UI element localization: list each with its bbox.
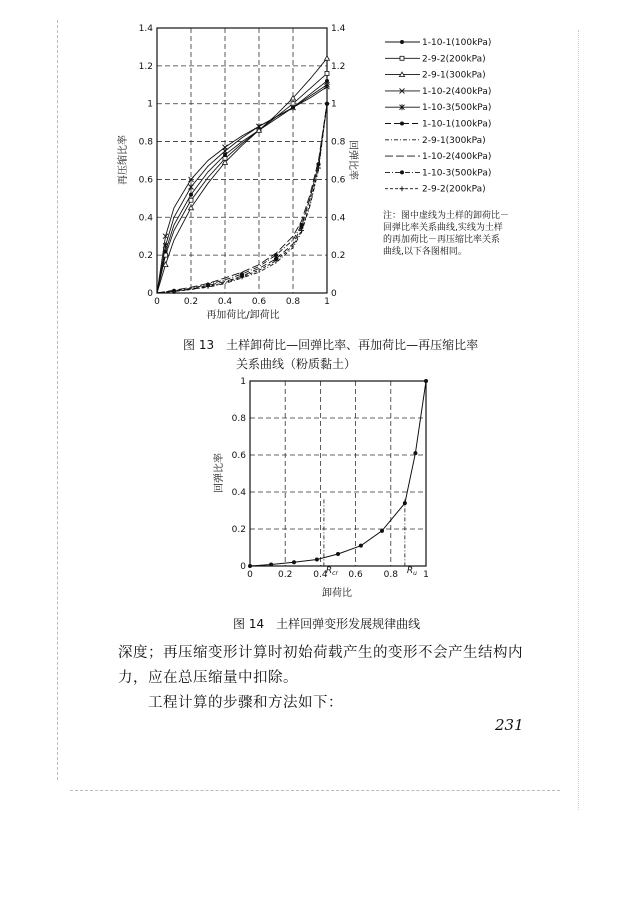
fig14-y-axis-label: 回弹比率 [214, 453, 225, 493]
fig13-legend-label: 2-9-2(200kPa) [422, 184, 486, 195]
fig13-note [383, 209, 509, 257]
fig13-series-line [157, 87, 327, 293]
fig13-data-point [325, 71, 329, 75]
fig13-data-point [325, 101, 330, 106]
fig13-legend-label: 2-9-2(200kPa) [422, 54, 486, 65]
fig13-series-6 [157, 104, 327, 293]
fig13-grid [157, 28, 327, 293]
fig13-series-4 [157, 84, 330, 293]
fig14-x-tick-label: 0.2 [278, 570, 293, 580]
fig13-series-line [157, 81, 327, 293]
fig13-data-point [257, 123, 262, 129]
fig14-y-tick-label: 0.8 [231, 414, 246, 424]
fig13-data-point [274, 253, 278, 257]
fig13-series [157, 56, 330, 294]
fig14-grid [250, 381, 426, 566]
fig14-data-point [359, 544, 363, 548]
fig14-data-point [336, 552, 340, 556]
fig13-x-tick-label: 0.4 [217, 297, 233, 307]
fig13-plot-frame [157, 28, 327, 293]
bottom-scan-line [70, 790, 560, 791]
fig13-legend-label: 1-10-1(100kPa) [422, 38, 492, 48]
fig14-y-tick-label: 0.6 [231, 451, 246, 461]
fig14-x-tick-label: 0 [247, 570, 253, 580]
fig13-series-5 [157, 102, 329, 293]
fig13-y-tick-label-left: 0.6 [138, 175, 153, 186]
fig13-y-tick-label-left: 0.2 [138, 251, 153, 262]
fig13-axes [157, 28, 327, 293]
fig13-x-tick-label: 0 [154, 297, 160, 307]
fig14-x-axis-label: 卸荷比 [322, 588, 352, 599]
fig14-caption: 图 14 土样回弹变形发展规律曲线 [233, 617, 421, 631]
fig14-y-tick-label: 0 [240, 562, 246, 572]
fig13-caption-line1: 图 13 土样卸荷比—回弹比率、再加荷比—再压缩比率 [183, 338, 479, 352]
fig13-x-axis-label: 再加荷比/卸荷比 [206, 310, 280, 321]
fig13-note-line: 的再加荷比－再压缩比率关系 [383, 235, 501, 245]
fig14-data-point [380, 529, 384, 533]
fig13-note-line: 注：图中虚线为土样的卸荷比－ [383, 211, 510, 221]
fig13-note-line: 回弹比率关系曲线,实线为土样 [383, 223, 503, 233]
fig13-series-0 [157, 79, 329, 293]
fig13-legend-label: 2-9-1(300kPa) [422, 70, 486, 81]
fig13-data-point [189, 193, 193, 197]
fig13-series-line [157, 104, 327, 293]
fig14-data-point [248, 564, 252, 568]
fig14-series [248, 379, 428, 568]
fig13-series-line [157, 58, 327, 293]
fig13-legend [385, 38, 491, 195]
fig13-left-axis-label: 再压缩比率 [118, 135, 129, 185]
fig13-y-tick-label-left: 0.4 [138, 213, 153, 224]
figure-14-chart [0, 370, 619, 610]
fig13-legend-marker [400, 170, 404, 174]
fig13-y-tick-label-right: 1.4 [331, 24, 346, 34]
fig13-series-line [157, 104, 327, 293]
body-paragraph-line: 力，应在总压缩量中扣除。 [118, 670, 298, 686]
fig13-legend-item [385, 71, 486, 81]
fig14-marker-subscript-ru: u [413, 570, 417, 577]
fig13-x-tick-label: 0.2 [183, 297, 199, 307]
fig13-data-point [189, 198, 193, 202]
fig13-y-tick-label-right: 0 [331, 289, 337, 299]
fig13-x-tick-label: 1 [324, 297, 330, 307]
fig13-data-point [223, 148, 228, 154]
fig13-series-2 [157, 56, 330, 293]
fig13-y-tick-label-left: 0 [147, 289, 153, 299]
fig13-legend-label: 1-10-3(500kPa) [422, 168, 492, 179]
fig14-marker-subscript-rcr: cr [332, 570, 338, 577]
fig13-y-tick-label-left: 0.8 [138, 137, 153, 148]
fig13-legend-item [385, 136, 486, 146]
fig13-y-tick-label-right: 1 [331, 99, 337, 110]
fig13-series-9 [157, 101, 330, 294]
fig13-legend-label: 1-10-3(500kPa) [422, 103, 492, 114]
fig13-series-7 [157, 104, 327, 293]
fig14-x-tick-label: 0.8 [383, 570, 398, 580]
fig14-x-tick-label: 1 [423, 570, 429, 580]
fig13-data-point [189, 184, 194, 190]
fig14-x-tick-label: 0.6 [348, 570, 363, 580]
fig13-note-line: 曲线,以下各图相同。 [383, 247, 467, 257]
fig13-legend-marker [400, 40, 404, 44]
fig13-y-tick-label-right: 0.6 [331, 175, 346, 186]
fig14-data-point [269, 563, 273, 567]
fig13-legend-item [385, 120, 491, 130]
figure-13-chart [0, 0, 619, 330]
fig14-marker-label-ru: $R_u$ [406, 566, 417, 577]
fig14-plot-frame [250, 381, 426, 566]
fig13-series-line [157, 104, 327, 293]
fig13-caption-line2: 关系曲线（粉质黏土） [236, 357, 357, 371]
fig13-series-3 [157, 82, 330, 293]
fig13-legend-marker [400, 56, 404, 60]
fig13-legend-item [385, 168, 491, 178]
fig14-y-tick-label: 0.4 [231, 488, 246, 498]
fig13-series-1 [157, 71, 329, 293]
fig13-legend-item [385, 185, 486, 195]
fig13-legend-label: 2-9-1(300kPa) [422, 135, 486, 146]
fig13-data-point [325, 79, 329, 83]
fig13-legend-label: 1-10-2(400kPa) [422, 152, 492, 163]
fig13-legend-item [385, 103, 491, 113]
fig13-y-tick-label-right: 0.8 [331, 137, 346, 148]
fig14-tick-labels [232, 377, 429, 580]
fig13-right-axis-label: 回弹比率 [347, 140, 358, 180]
fig13-data-point [325, 56, 330, 61]
fig13-legend-item [385, 87, 491, 97]
page-number: 231 [495, 716, 524, 734]
fig14-data-point [424, 379, 428, 383]
fig13-legend-item [385, 38, 491, 48]
fig13-tick-labels [139, 24, 346, 307]
fig13-series-line [157, 104, 327, 293]
fig14-y-tick-label: 0.2 [231, 525, 246, 535]
fig14-data-point [292, 560, 296, 564]
fig13-series-line [157, 104, 327, 293]
fig14-axes [250, 381, 426, 566]
fig14-series-line [250, 381, 426, 566]
fig14-marker-label-rcr: $R_{cr}$ [325, 566, 338, 577]
fig13-legend-label: 1-10-2(400kPa) [422, 86, 492, 97]
fig13-y-tick-label-left: 1.4 [138, 24, 153, 34]
fig13-legend-item [385, 54, 486, 64]
body-paragraph-line: 工程计算的步骤和方法如下： [148, 695, 343, 711]
fig13-x-tick-label: 0.6 [251, 297, 267, 307]
fig13-x-tick-label: 0.8 [285, 297, 301, 307]
fig14-markers [324, 499, 417, 577]
fig14-data-point [413, 451, 417, 455]
fig13-legend-marker [400, 186, 405, 191]
fig14-y-tick-label: 1 [240, 377, 246, 387]
fig13-series-line [157, 73, 327, 293]
fig13-legend-item [385, 152, 491, 162]
fig13-series-line [157, 85, 327, 293]
fig14-data-point [315, 558, 319, 562]
fig13-y-tick-label-left: 1 [147, 99, 153, 110]
fig13-y-tick-label-right: 0.4 [331, 213, 346, 224]
fig13-legend-marker [400, 122, 404, 126]
body-paragraph-line: 深度；再压缩变形计算时初始荷载产生的变形不会产生结构内 [118, 645, 523, 661]
fig13-y-tick-label-right: 0.2 [331, 251, 346, 262]
fig13-y-tick-label-left: 1.2 [138, 61, 153, 72]
fig13-series-8 [157, 102, 329, 293]
fig13-y-tick-label-right: 1.2 [331, 61, 346, 72]
fig14-x-tick-label: 0.4 [313, 570, 328, 580]
fig13-legend-label: 1-10-1(100kPa) [422, 119, 492, 130]
